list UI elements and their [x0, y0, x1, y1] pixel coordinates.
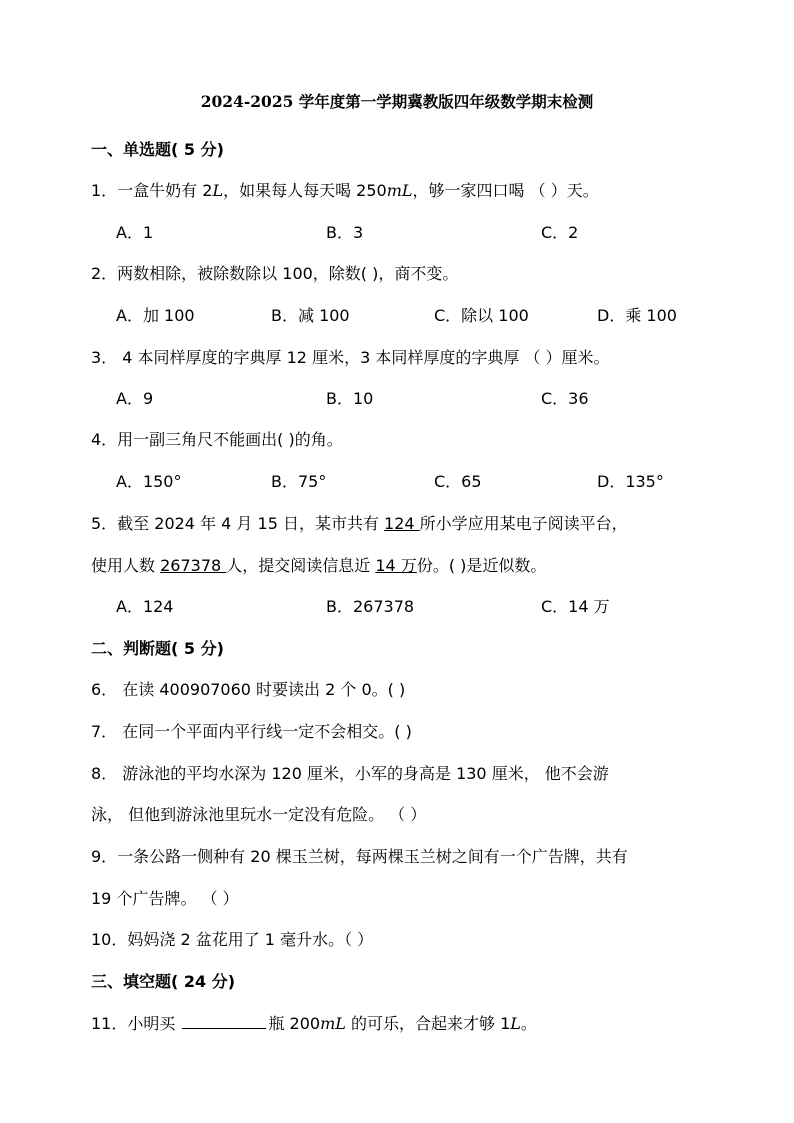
q4-option-a: A．150°: [116, 472, 182, 491]
page-title: 2024-2025 学年度第一学期冀教版四年级数学期末检测: [200, 92, 594, 111]
section-heading-single-choice: 一、单选题( 5 分): [91, 140, 224, 159]
q1-option-a: A．1: [116, 223, 154, 242]
question-2: 2．两数相除，被除数除以 100，除数( )，商不变。: [91, 264, 459, 283]
question-9-line-1: 9．一条公路一侧种有 20 棵玉兰树，每两棵玉兰树之间有一个广告牌，共有: [91, 847, 628, 866]
question-6: 6． 在读 400907060 时要读出 2 个 0。( ): [91, 680, 406, 699]
answer-blank[interactable]: [182, 1014, 266, 1029]
section-heading-fill-in: 三、填空题( 24 分): [91, 972, 236, 991]
question-3: 3． 4 本同样厚度的字典厚 12 厘米，3 本同样厚度的字典厚 （ ）厘米。: [91, 348, 610, 367]
question-9-line-2: 19 个广告牌。 （ ）: [91, 889, 239, 908]
question-1: 1．一盒牛奶有 2L，如果每人每天喝 250mL，够一家四口喝 （ ）天。: [91, 181, 599, 200]
question-8-line-2: 泳， 但他到游泳池里玩水一定没有危险。 （ ）: [91, 805, 427, 824]
q5-option-a: A．124: [116, 597, 174, 616]
question-11: 11．小明买 瓶 200mL 的可乐，合起来才够 1L。: [91, 1014, 537, 1033]
question-5-line-1: 5．截至 2024 年 4 月 15 日，某市共有 124 所小学应用某电子阅读平台，: [91, 514, 628, 533]
q3-option-b: B．10: [326, 389, 374, 408]
q4-option-c: C．65: [434, 472, 482, 491]
question-5-line-2: 使用人数 267378 人，提交阅读信息近 14 万份。( )是近似数。: [91, 556, 547, 575]
q2-option-b: B．减 100: [271, 306, 350, 325]
q3-option-a: A．9: [116, 389, 154, 408]
section-heading-true-false: 二、判断题( 5 分): [91, 639, 224, 658]
question-10: 10．妈妈浇 2 盆花用了 1 毫升水。（ ）: [91, 930, 374, 949]
q3-option-c: C．36: [541, 389, 589, 408]
q2-option-a: A．加 100: [116, 306, 195, 325]
q1-option-c: C．2: [541, 223, 579, 242]
q4-option-b: B．75°: [271, 472, 327, 491]
question-4: 4．用一副三角尺不能画出( )的角。: [91, 430, 343, 449]
q2-option-d: D．乘 100: [597, 306, 677, 325]
question-8-line-1: 8． 游泳池的平均水深为 120 厘米，小军的身高是 130 厘米， 他不会游: [91, 764, 609, 783]
question-7: 7． 在同一个平面内平行线一定不会相交。( ): [91, 722, 412, 741]
q5-option-c: C．14 万: [541, 597, 610, 616]
q5-option-b: B．267378: [326, 597, 415, 616]
q4-option-d: D．135°: [597, 472, 664, 491]
q2-option-c: C．除以 100: [434, 306, 529, 325]
q1-option-b: B．3: [326, 223, 364, 242]
